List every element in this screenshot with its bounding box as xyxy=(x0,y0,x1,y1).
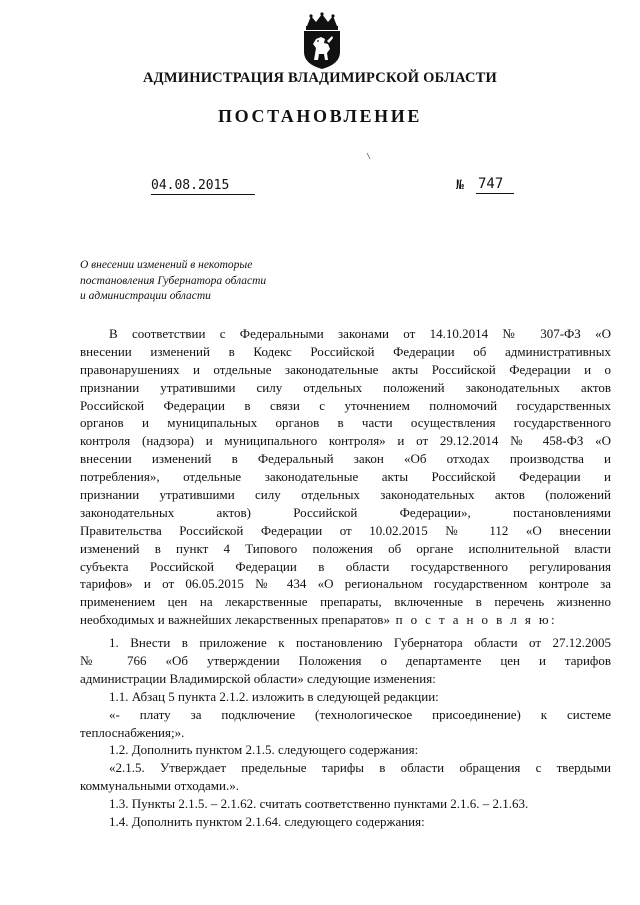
body-line: «- плату за подключение (технологическое присоединение) к системе xyxy=(109,706,611,722)
body-line: законодательных актов) Российской Федерации», постановлениями xyxy=(80,504,611,520)
body-line xyxy=(80,611,611,629)
body-line: контроля (надзора) и муниципального контроля» и от 29.12.2014 № 458-ФЗ «О xyxy=(80,433,611,449)
document-number: 747 xyxy=(476,176,514,194)
body-line: В соответствии с Федеральными законами от 14.10.2014 № 307-ФЗ «О xyxy=(109,326,611,341)
body-line: признании утратившими силу отдельных положений законодательных актов xyxy=(80,379,611,395)
subject-line: постановления Губернатора области xyxy=(80,274,267,287)
number-label: № xyxy=(456,178,464,193)
body-line: 1. Внести в приложение к постановлению Губернатора области от 27.12.2005 xyxy=(109,635,611,651)
subject-block xyxy=(80,258,320,305)
body-line: «2.1.5. Утверждает предельные тарифы в области обращения с твердыми xyxy=(109,760,611,776)
body-line: органов и муниципальных органов в части осуществления государственного xyxy=(80,415,611,431)
body-line: Правительства Российской Федерации от 10.02.2015 № 112 «О внесении xyxy=(80,522,611,538)
decree-word: п о с т а н о в л я ю: xyxy=(389,612,557,628)
body-line: коммунальными отходами.». xyxy=(80,778,239,794)
body-line: применением цен на лекарственные препараты, включенные в перечень жизненно xyxy=(80,594,611,610)
body-line: тарифов» и от 06.05.2015 № 434 «О региональном государственном контроле за xyxy=(80,576,611,592)
body-line: внесении изменений в Кодекс Российской Федерации об административных xyxy=(80,343,611,359)
body-line: изменений в пункт 4 Типового положения об органе исполнительной власти xyxy=(80,540,611,556)
organization-name: АДМИНИСТРАЦИЯ ВЛАДИМИРСКОЙ ОБЛАСТИ xyxy=(143,70,497,86)
body-line: внесении изменений в Федеральный закон «Об отходах производства и xyxy=(80,451,611,467)
subject-line: О внесении изменений в некоторые xyxy=(80,259,253,271)
preamble-last-text: необходимых и важнейших лекарственных препаратов» xyxy=(80,612,390,628)
document-date: 04.08.2015 xyxy=(151,178,255,195)
body-line: правонарушениях и отдельные законодательные акты Российской Федерации и о xyxy=(80,361,611,377)
body-line: теплоснабжения;». xyxy=(80,724,185,740)
stray-scan-mark xyxy=(366,152,372,160)
document-body xyxy=(80,325,611,831)
body-line: субъекта Российской Федерации в области государственного регулирования xyxy=(80,558,611,574)
subject-line: и администрации области xyxy=(80,290,211,302)
body-line: Российской Федерации в связи с уточнением полномочий государственных xyxy=(80,397,611,413)
body-line: 1.1. Абзац 5 пункта 2.1.2. изложить в следующей редакции: xyxy=(109,688,439,704)
body-line: № 766 «Об утверждении Положения о департаменте цен и тарифов xyxy=(80,653,611,669)
body-line: администрации Владимирской области» следующие изменения: xyxy=(80,670,436,686)
coat-of-arms-icon xyxy=(297,12,347,70)
body-line: 1.2. Дополнить пунктом 2.1.5. следующего содержания: xyxy=(109,742,419,758)
body-line: потребления», отдельные законодательные акты Российской Федерации и xyxy=(80,469,611,485)
body-line: 1.4. Дополнить пунктом 2.1.64. следующего содержания: xyxy=(109,814,425,830)
document-type-title: ПОСТАНОВЛЕНИЕ xyxy=(218,106,422,126)
body-line: 1.3. Пункты 2.1.5. – 2.1.62. считать соответственно пунктами 2.1.6. – 2.1.63. xyxy=(109,796,529,812)
body-line: признании утратившими силу отдельных законодательных актов (положений xyxy=(80,487,611,503)
